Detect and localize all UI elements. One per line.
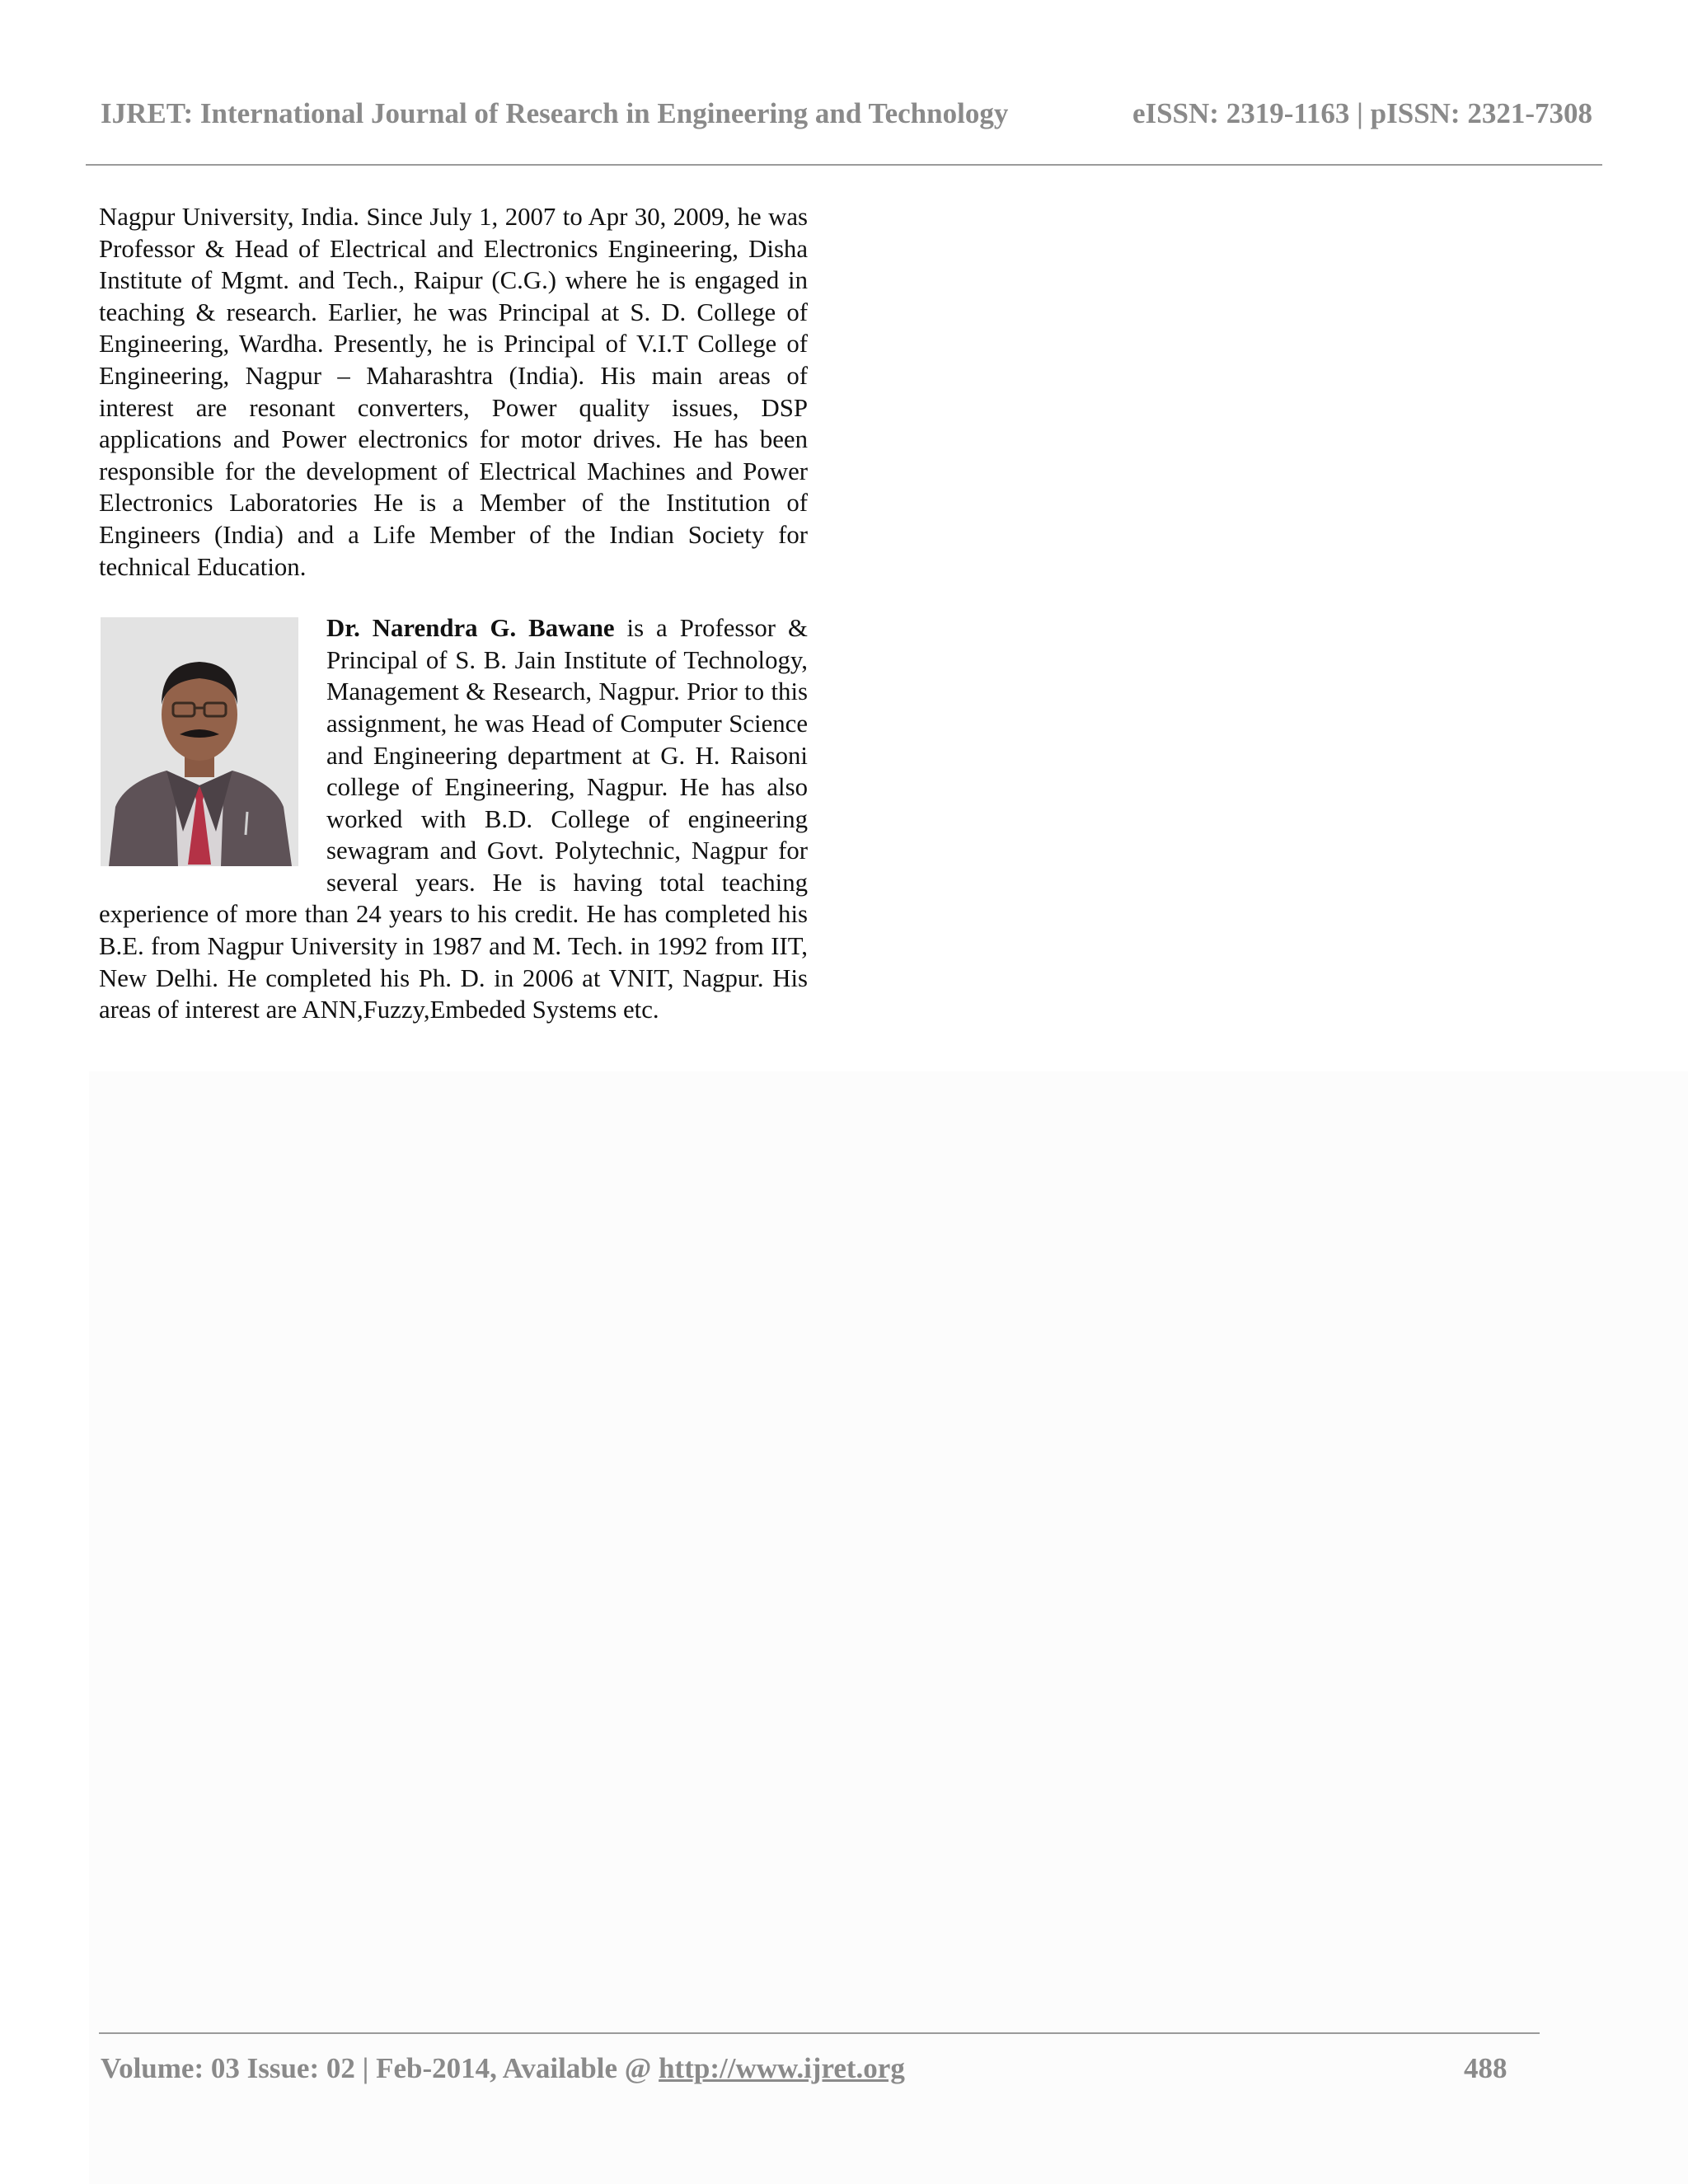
footer-info — [101, 2052, 905, 2085]
journal-title: IJRET: International Journal of Research in Engineering and Technology — [101, 97, 1009, 129]
page-number: 488 — [1464, 2052, 1507, 2084]
volume-info: Volume: 03 Issue: 02 | Feb-2014, Available @ — [101, 2052, 659, 2084]
issn-info: eISSN: 2319-1163 | pISSN: 2321-7308 — [1132, 97, 1592, 129]
author-photo — [101, 617, 298, 866]
page-background — [89, 1071, 1688, 2184]
running-header — [101, 97, 1592, 130]
bio-paragraph-2 — [99, 612, 808, 1026]
author-portrait-icon — [101, 617, 298, 866]
journal-url-link[interactable]: http://www.ijret.org — [659, 2052, 905, 2084]
header-divider — [86, 164, 1602, 166]
author-name: Dr. Narendra G. Bawane — [326, 614, 615, 643]
bio-2-text: is a Professor & Principal of S. B. Jain Institute of Technology, Management & Research, Nagpur. Prior to this assignment, he was Head of Computer Science and Engineering department at G. H. Raisoni college of Engineering, Nagpur. He has also worked with B.D. College of engineering sewagram and Govt. Polytechnic, Nagpur for several years. He is having total teaching experience of more than 24 years to his credit. He has completed his B.E. from Nagpur University in 1987 and M. Tech. in 1992 from IIT, New Delhi. He completed his Ph. D. in 2006 at VNIT, Nagpur. His areas of interest are ANN,Fuzzy,Embeded Systems etc. — [99, 614, 808, 1024]
footer-divider — [99, 2032, 1540, 2034]
left-column — [99, 201, 808, 1026]
bio-paragraph-1: Nagpur University, India. Since July 1, 2007 to Apr 30, 2009, he was Professor & Head of Electrical and Electronics Engineering, Disha Institute of Mgmt. and Tech., Raipur (C.G.) where he is engaged in teaching & research. Earlier, he was Principal at S. D. College of Engineering, Wardha. Presently, he is Principal of V.I.T College of Engineering, Nagpur – Maharashtra (India). His main areas of interest are resonant converters, Power quality issues, DSP applications and Power electronics for motor drives. He has been responsible for the development of Electrical Machines and Power Electronics Laboratories He is a Member of the Institution of Engineers (India) and a Life Member of the Indian Society for technical Education. — [99, 203, 808, 581]
